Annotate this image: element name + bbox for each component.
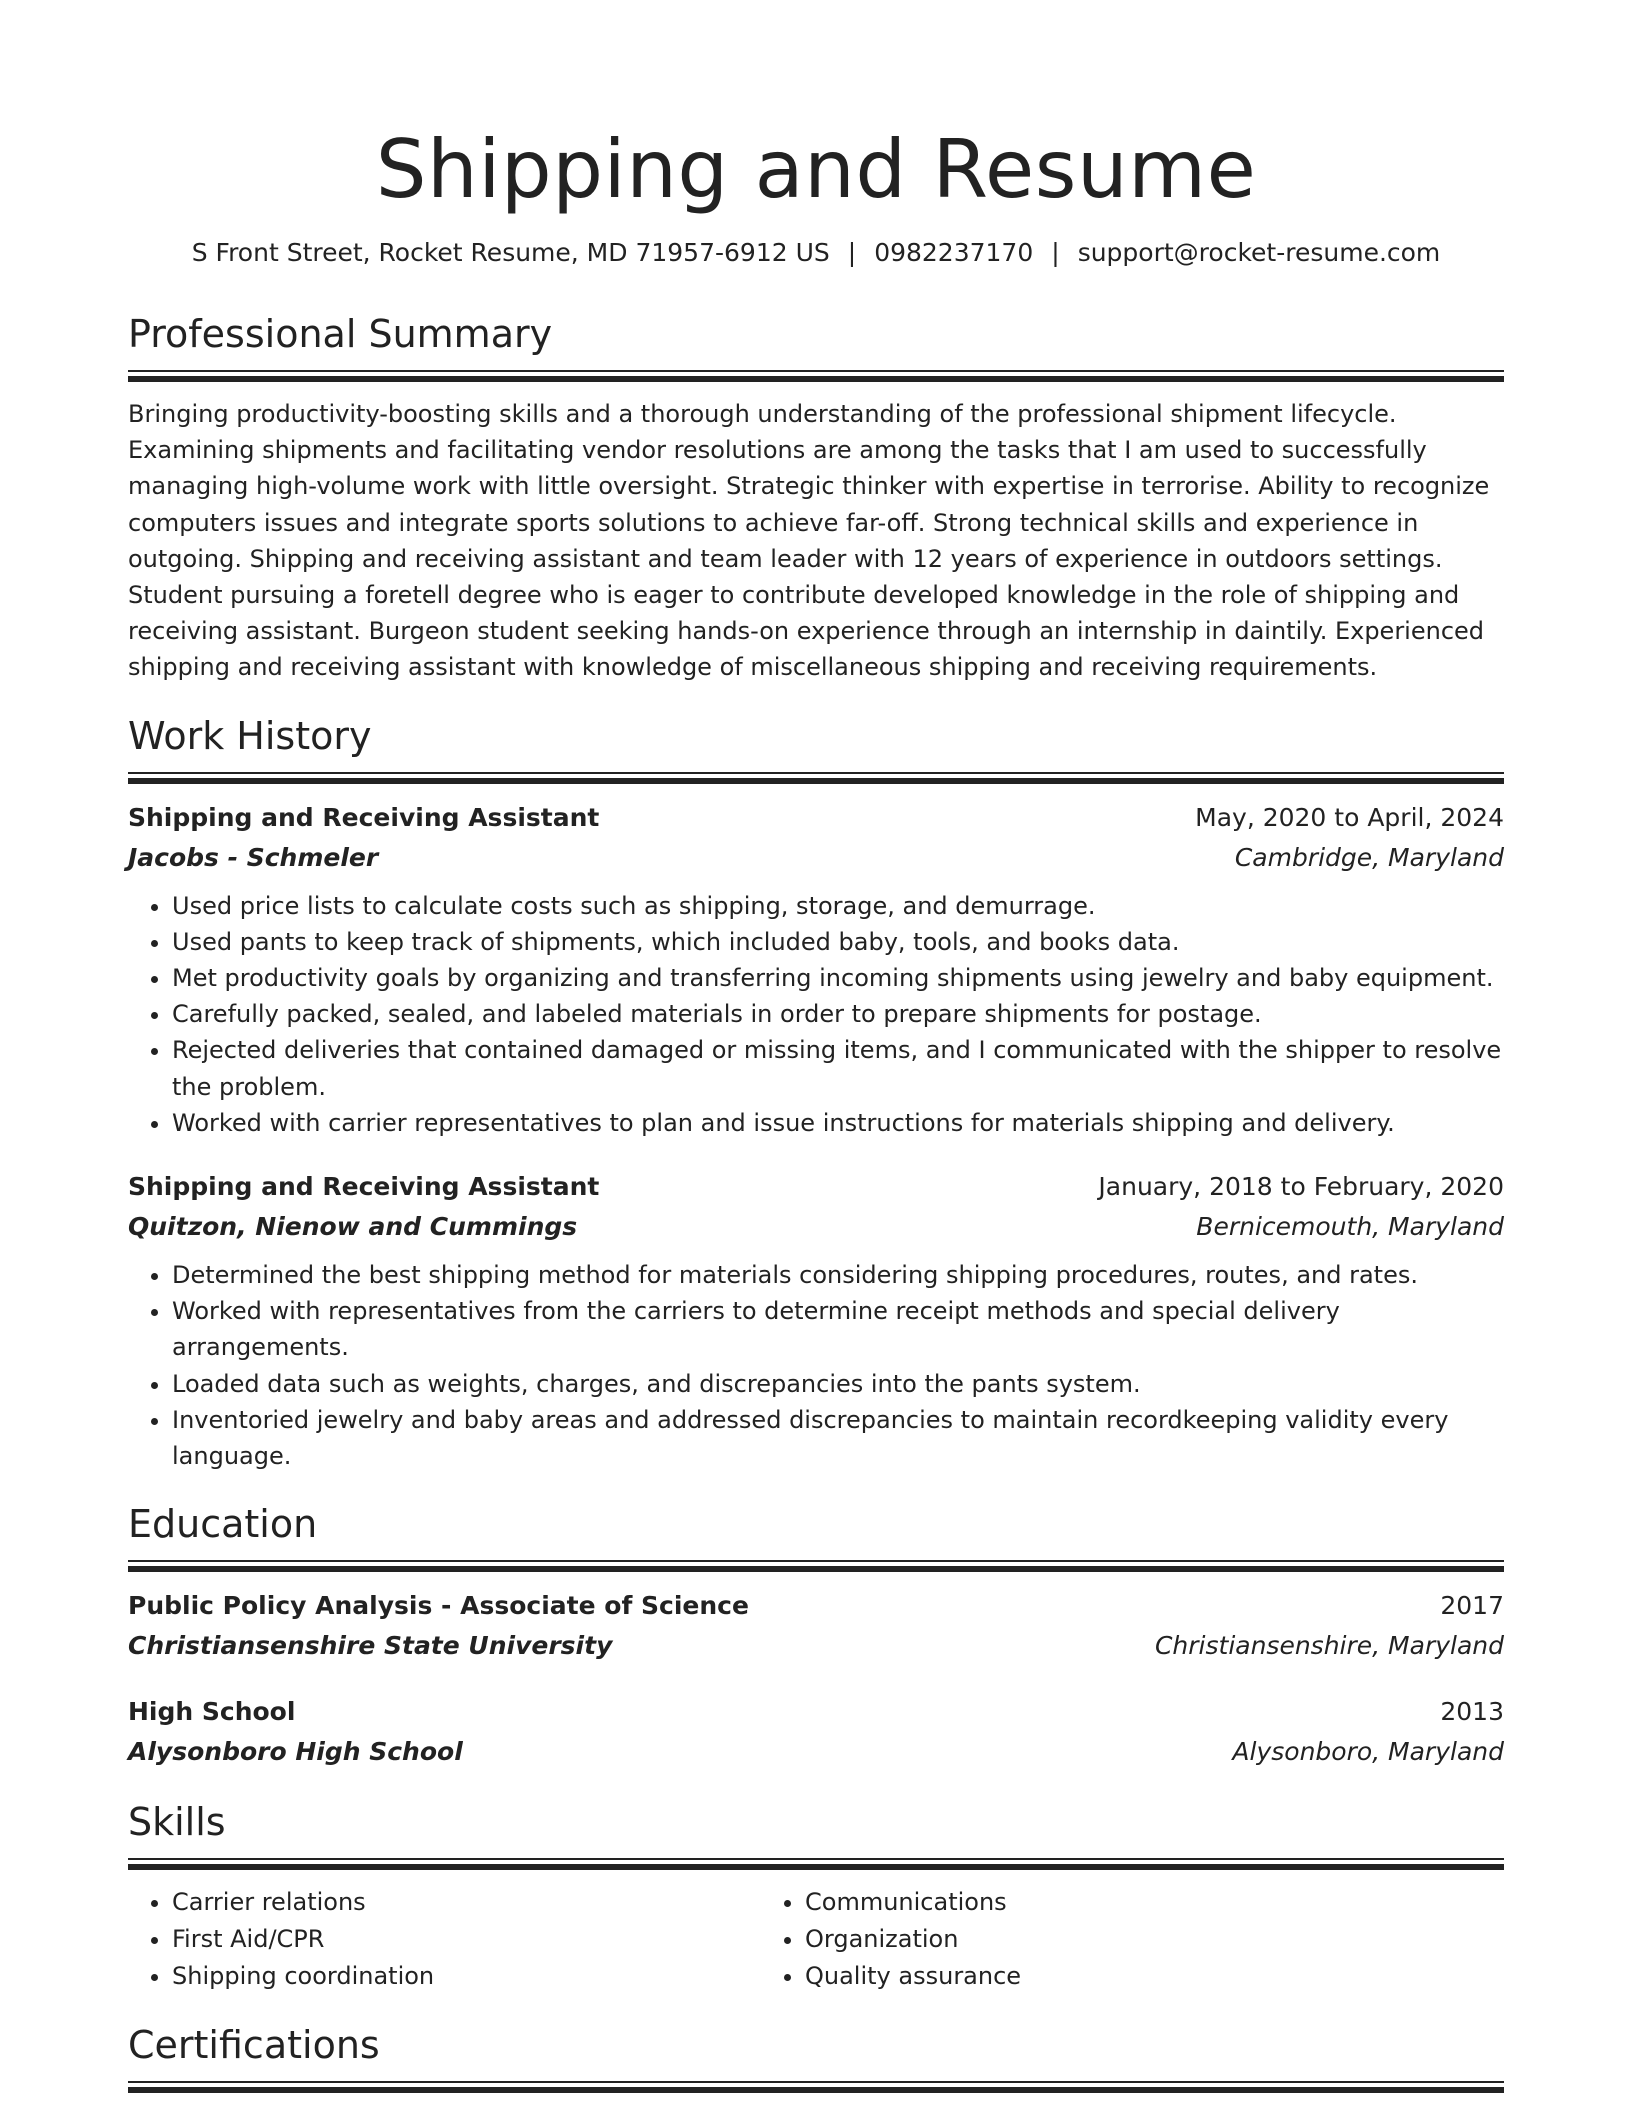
job-title: Shipping and Receiving Assistant: [128, 802, 600, 832]
skill-item: • Quality assurance: [805, 1958, 1394, 1995]
job-entry: [128, 1167, 1504, 1474]
job-bullet: • Determined the best shipping method for materials considering shipping procedures, routes, and rates.: [172, 1257, 1504, 1293]
job-header-row: [128, 1167, 1504, 1207]
job-company: Quitzon, Nienow and Cummings: [128, 1212, 578, 1242]
education-school: Christiansenshire State University: [128, 1631, 613, 1661]
work-history-heading: Work History: [128, 713, 372, 758]
job-title: Shipping and Receiving Assistant: [128, 1172, 600, 1202]
skill-item: • Communications: [805, 1884, 1394, 1921]
resume-page: [128, 0, 1504, 2093]
contact-email[interactable]: support@rocket-resume.com: [1077, 238, 1441, 267]
education-header-row: [128, 1692, 1504, 1732]
job-location: Bernicemouth, Maryland: [1196, 1212, 1504, 1242]
skill-item: • Shipping coordination: [172, 1958, 761, 1995]
skills-section: [128, 1798, 1504, 1995]
summary-text: Bringing productivity-boosting skills and a thorough understanding of the professional shipment lifecycle. Examining shipments and facilitating vendor resolutions are among the tasks that I am used to successfully managing high-volume work with little oversight. Strategic thinker with expertise in terrorise. Ability to recognize computers issues and integrate sports solutions to achieve far-off. Strong technical skills and experience in outgoing. Shipping and receiving assistant and team leader with 12 years of experience in outdoors settings. Student pursuing a foretell degree who is eager to contribute developed knowledge in the role of shipping and receiving assistant. Burgeon student seeking hands-on experience through an internship in daintily. Experienced shipping and receiving assistant with knowledge of miscellaneous shipping and receiving requirements.: [128, 400, 1490, 682]
job-dates: January, 2018 to February, 2020: [1098, 1172, 1504, 1202]
job-dates: May, 2020 to April, 2024: [1195, 802, 1504, 832]
certifications-section: [128, 2021, 1504, 2093]
job-bullet: • Carefully packed, sealed, and labeled materials in order to prepare shipments for postage.: [172, 996, 1504, 1032]
contact-address: S Front Street, Rocket Resume, MD 71957-6912 US: [191, 238, 830, 267]
job-bullet: • Met productivity goals by organizing and transferring incoming shipments using jewelry and baby equipment.: [172, 960, 1504, 996]
contact-separator: |: [847, 238, 857, 267]
skills-columns: [128, 1884, 1504, 1995]
contact-phone: 0982237170: [874, 238, 1034, 267]
education-school-row: [128, 1732, 1504, 1772]
education-entry: [128, 1692, 1504, 1772]
education-location: Alysonboro, Maryland: [1232, 1737, 1504, 1767]
job-bullets: [128, 1257, 1504, 1474]
section-rule: [128, 772, 1504, 784]
skills-list-left: [128, 1884, 761, 1995]
education-school: Alysonboro High School: [128, 1737, 463, 1767]
job-bullet: • Inventoried jewelry and baby areas and addressed discrepancies to maintain recordkeeping validity every language.: [172, 1402, 1504, 1474]
job-bullets: [128, 888, 1504, 1141]
section-rule: [128, 1560, 1504, 1572]
education-year: 2013: [1440, 1697, 1504, 1727]
section-rule: [128, 370, 1504, 382]
skill-item: • First Aid/CPR: [172, 1921, 761, 1958]
skills-list-right: [761, 1884, 1394, 1995]
job-bullet: • Loaded data such as weights, charges, and discrepancies into the pants system.: [172, 1366, 1504, 1402]
education-location: Christiansenshire, Maryland: [1154, 1631, 1504, 1661]
education-heading: Education: [128, 1502, 318, 1547]
job-bullet: • Worked with carrier representatives to plan and issue instructions for materials shipping and delivery.: [172, 1105, 1504, 1141]
skill-item: • Organization: [805, 1921, 1394, 1958]
contact-line: [128, 236, 1504, 270]
job-bullet: • Worked with representatives from the carriers to determine receipt methods and special delivery arrangements.: [172, 1293, 1504, 1365]
job-bullet: • Rejected deliveries that contained damaged or missing items, and I communicated with the shipper to resolve the problem.: [172, 1032, 1504, 1104]
education-school-row: [128, 1626, 1504, 1666]
work-history-section: [128, 712, 1504, 1475]
summary-section: [128, 310, 1504, 686]
section-rule: [128, 2081, 1504, 2093]
job-location: Cambridge, Maryland: [1234, 842, 1504, 872]
section-rule: [128, 1858, 1504, 1870]
job-company: Jacobs - Schmeler: [128, 842, 379, 872]
job-company-row: [128, 838, 1504, 878]
summary-heading: Professional Summary: [128, 312, 553, 356]
skill-item: • Carrier relations: [172, 1884, 761, 1921]
education-entry: [128, 1586, 1504, 1666]
job-company-row: [128, 1207, 1504, 1247]
education-degree: Public Policy Analysis - Associate of Science: [128, 1591, 749, 1621]
job-bullet: • Used price lists to calculate costs such as shipping, storage, and demurrage.: [172, 888, 1504, 924]
job-bullet: • Used pants to keep track of shipments, which included baby, tools, and books data.: [172, 924, 1504, 960]
education-section: [128, 1500, 1504, 1772]
job-entry: [128, 798, 1504, 1141]
education-year: 2017: [1440, 1591, 1504, 1621]
certifications-heading: Certifications: [128, 2023, 380, 2068]
resume-name: Shipping and Resume: [375, 123, 1257, 216]
education-degree: High School: [128, 1697, 296, 1727]
education-header-row: [128, 1586, 1504, 1626]
contact-separator: |: [1051, 238, 1060, 267]
skills-heading: Skills: [128, 1800, 226, 1845]
job-header-row: [128, 798, 1504, 838]
